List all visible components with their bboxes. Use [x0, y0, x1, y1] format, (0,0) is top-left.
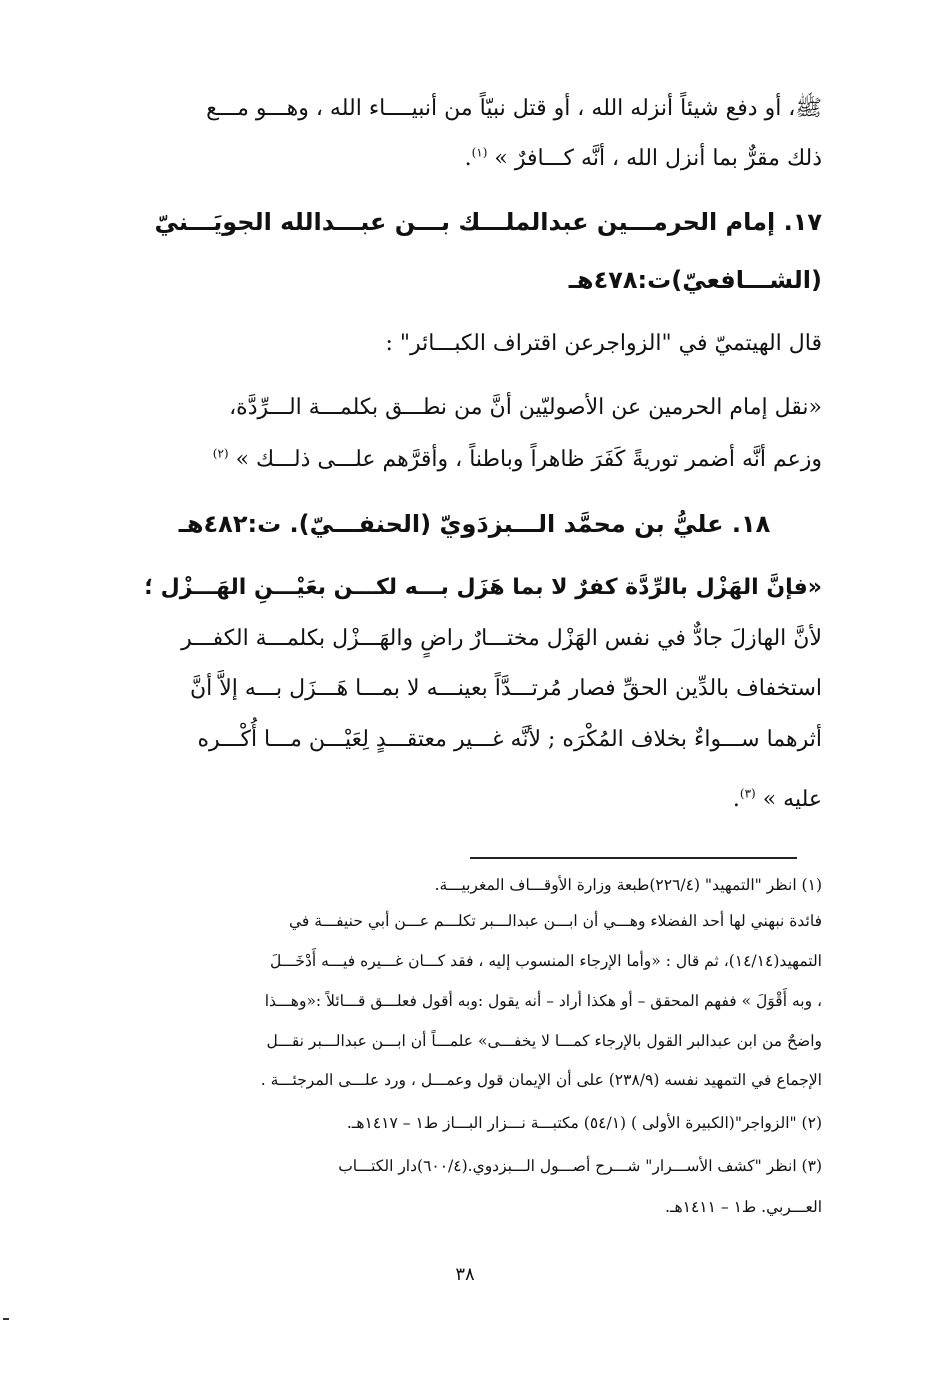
quote-text: وزعم أنَّه أضمر توريةً كَفَرَ ظاهراً وباطناً ، وأقرَّهم علـــى ذلـــك » — [235, 447, 822, 472]
body-line-2 — [127, 132, 822, 186]
section-18-quote-line-3 — [127, 662, 822, 716]
section-18-quote-line-1 — [127, 561, 822, 615]
section-17-quote-line-2 — [127, 433, 822, 487]
body-text: ذلك مقرٌّ بما أنزل الله ، أنَّه كـــافرٌ » — [494, 146, 822, 171]
footnote-line-3 — [127, 946, 822, 977]
section-18-quote-line-5 — [127, 773, 822, 827]
quote-text: أثرهما ســـواءٌ بخلاف المُكْرَه ; لأنَّه غـــير معتقـــدٍ لِعَيْـــن مـــا أُكْـــره — [197, 727, 822, 752]
section-heading-text: ١٧. إمام الحرمـــين عبدالملـــك بـــن عبـــدالله الجويَـــنيّ — [154, 208, 822, 236]
section-heading-text: (الشـــافعيّ)ت:٤٧٨هـ — [568, 266, 822, 294]
section-18-quote-line-4 — [127, 713, 822, 767]
section-18-quote-line-2 — [127, 612, 822, 666]
footnote-line-4 — [127, 986, 822, 1017]
footnote-ref-1: (١) — [471, 145, 488, 160]
footnote-ref-2: (٢) — [212, 446, 229, 461]
footnote-text: التمهيد(١٤/١٤)، ثم قال : «وأما الإرجاء المنسوب إليه ، فقد كـــان غـــيره فيـــه أَدْخَـــلَ — [270, 952, 822, 970]
footnote-text: الإجماع في التمهيد نفسه (٢٣٨/٩) على أن الإيمان قول وعمـــل ، ورد علـــى المرجئـــة . — [260, 1071, 822, 1089]
body-text: ﷺ، أو دفع شيئاً أنزله الله ، أو قتل نبيّاً من أنبيــــاء الله ، وهـــو مـــع — [206, 96, 822, 121]
footnote-separator — [470, 857, 797, 859]
footnote-line-1 — [127, 870, 822, 901]
footnote-line-7 — [127, 1108, 822, 1139]
footnote-line-2 — [127, 906, 822, 937]
section-17-heading-line-2 — [127, 251, 822, 309]
footnote-line-9 — [127, 1192, 822, 1223]
footnote-text: العـــربي. ط١ – ١٤١١هـ. — [664, 1198, 822, 1216]
scan-mark — [3, 1318, 9, 1320]
sentence-end: . — [732, 787, 740, 812]
footnote-text: واضحٌ من ابن عبدالبر القول بالإرجاء كمـــا لا يخفـــى» علمـــاً أن ابـــن عبدالـــبر نقـــل — [266, 1032, 822, 1050]
section-heading-text: ١٨. عليُّ بن محمَّد الـــبزدَويّ (الحنفـــيّ). ت:٤٨٢هـ — [178, 510, 771, 538]
footnote-text: (٢) "الزواجر"(الكبيرة الأولى ) (٥٤/١) مكتبـــة نـــزار البـــاز ط١ – ١٤١٧هـ. — [346, 1114, 822, 1132]
footnote-text: فائدة نبهني لها أحد الفضلاء وهـــي أن ابـــن عبدالـــبر تكلـــم عـــن أبي حنيفـــة في — [288, 912, 822, 930]
footnote-line-8 — [127, 1151, 822, 1182]
footnote-text: (٣) انظر "كشف الأســـرار" شـــرح أصـــول الـــبزدوي.(٦٠٠/٤)دار الكتـــاب — [338, 1157, 822, 1175]
quote-text: «نقل إمام الحرمين عن الأصوليّين أنَّ من نطـــق بكلمـــة الـــرِّدَّة، — [229, 395, 822, 420]
quote-text: «فإنَّ الهَزْل بالرِّدَّة كفرٌ لا بما هَزَل بـــه لكـــن بعَيْـــنِ الهَـــزْل ؛ — [144, 575, 822, 600]
section-17-quote-line-1 — [127, 381, 822, 435]
footnote-text: (١) انظر "التمهيد" (٢٢٦/٤)طبعة وزارة الأوقـــاف المغربيـــة. — [434, 876, 822, 894]
section-17-intro — [127, 317, 822, 371]
intro-text: قال الهيتميّ في "الزواجرعن اقتراف الكبـــائر" : — [385, 331, 822, 356]
section-17-heading-line-1 — [127, 193, 822, 251]
footnote-text: ، وبه أَقْوَلَ » ففهم المحقق – أو هكذا أراد – أنه يقول :وبه أقول فعلـــق قـــائلاً :«وهـــذا — [264, 992, 822, 1010]
quote-text: عليه » — [762, 787, 822, 812]
body-line-1 — [127, 82, 822, 136]
footnote-ref-3: (٣) — [739, 786, 756, 801]
page-number: ٣٨ — [455, 1264, 475, 1285]
section-18-heading — [127, 495, 822, 553]
quote-text: لأنَّ الهازلَ جادٌّ في نفس الهَزْل مختـــارٌ راضٍ والهَـــزْل بكلمـــة الكفـــر — [181, 626, 822, 651]
footnote-line-6 — [127, 1065, 822, 1096]
footnote-line-5 — [127, 1026, 822, 1057]
sentence-end: . — [464, 146, 472, 171]
quote-text: استخفاف بالدِّين الحقِّ فصار مُرتـــدَّاً بعينـــه لا بمـــا هَـــزَل بـــه إلاَّ أنَّ — [189, 676, 822, 701]
